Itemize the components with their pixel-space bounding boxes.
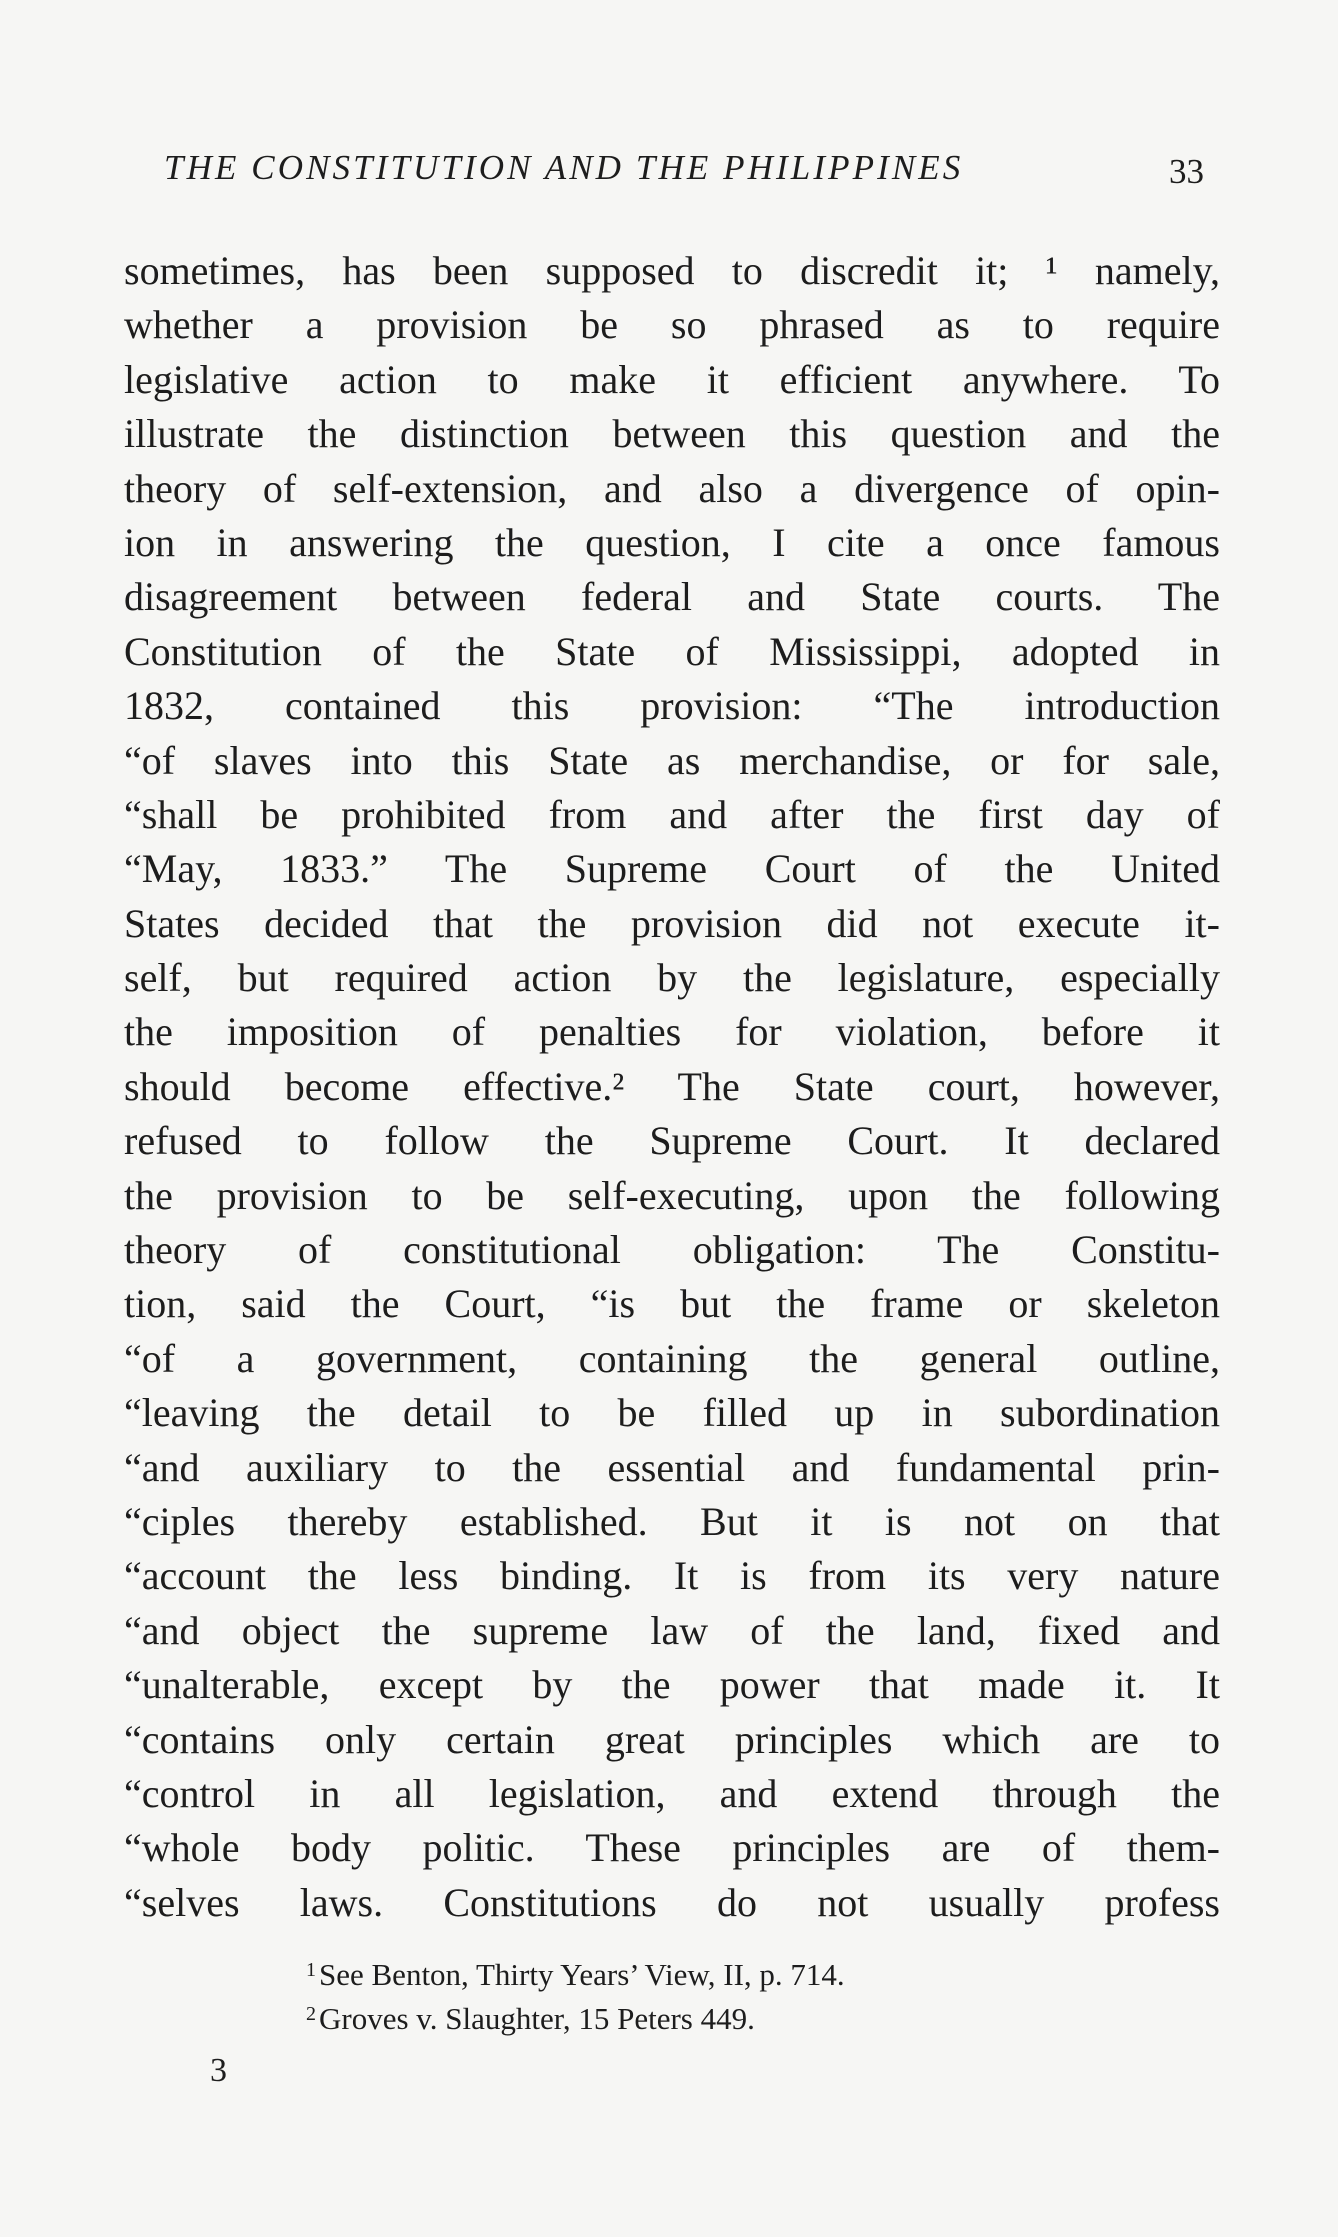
text-line: “of slaves into this State as merchandise, or for sale, bbox=[124, 737, 1220, 783]
text-line: should become effective.² The State court, however, bbox=[124, 1063, 1220, 1109]
text-line: “of a government, containing the general outline, bbox=[124, 1335, 1220, 1381]
text-line: theory of constitutional obligation: The Constitu- bbox=[124, 1227, 1220, 1273]
text-line: “control in all legislation, and extend through the bbox=[124, 1770, 1220, 1816]
footnote bbox=[306, 1992, 1106, 2036]
footnote-marker: 2 bbox=[306, 2003, 316, 2025]
text-line: 1832, contained this provision: “The introduction bbox=[124, 683, 1220, 729]
text-line: “ciples thereby established. But it is not on that bbox=[124, 1498, 1220, 1544]
signature-mark: 3 bbox=[210, 2052, 227, 2089]
running-title: THE CONSTITUTION AND THE PHILIPPINES bbox=[164, 148, 964, 187]
footnotes bbox=[306, 1948, 1106, 2036]
text-line: whether a provision be so phrased as to require bbox=[124, 302, 1220, 348]
text-line: “account the less binding. It is from its very nature bbox=[124, 1553, 1220, 1599]
running-head bbox=[164, 148, 1224, 198]
footnote-text: See Benton, Thirty Years’ View, II, p. 714. bbox=[319, 1957, 845, 1992]
text-line: “shall be prohibited from and after the first day of bbox=[124, 791, 1220, 837]
text-line: “unalterable, except by the power that made it. It bbox=[124, 1662, 1220, 1708]
body-text bbox=[124, 244, 1220, 1930]
text-line: “contains only certain great principles which are to bbox=[124, 1716, 1220, 1762]
footnote bbox=[306, 1948, 1106, 1992]
text-line: States decided that the provision did not execute it- bbox=[124, 900, 1220, 946]
text-line: disagreement between federal and State courts. The bbox=[124, 574, 1220, 620]
footnote-text: Groves v. Slaughter, 15 Peters 449. bbox=[319, 2001, 755, 2036]
text-line: theory of self-extension, and also a divergence of opin- bbox=[124, 465, 1220, 511]
text-line: “whole body politic. These principles are of them- bbox=[124, 1825, 1220, 1871]
text-line: Constitution of the State of Mississippi, adopted in bbox=[124, 628, 1220, 674]
text-line: tion, said the Court, “is but the frame or skeleton bbox=[124, 1281, 1220, 1327]
text-line: legislative action to make it efficient anywhere. To bbox=[124, 356, 1220, 402]
text-line: “leaving the detail to be filled up in subordination bbox=[124, 1390, 1220, 1436]
page-number: 33 bbox=[1169, 152, 1204, 191]
footnote-marker: 1 bbox=[306, 1959, 316, 1981]
text-line: “selves laws. Constitutions do not usually profess bbox=[124, 1879, 1220, 1925]
text-line: illustrate the distinction between this question and the bbox=[124, 411, 1220, 457]
text-line: refused to follow the Supreme Court. It declared bbox=[124, 1118, 1220, 1164]
text-line: the imposition of penalties for violation, before it bbox=[124, 1009, 1220, 1055]
text-line: the provision to be self-executing, upon the following bbox=[124, 1172, 1220, 1218]
text-line: “May, 1833.” The Supreme Court of the United bbox=[124, 846, 1220, 892]
text-line: “and object the supreme law of the land, fixed and bbox=[124, 1607, 1220, 1653]
text-line: ion in answering the question, I cite a once famous bbox=[124, 519, 1220, 565]
text-line: self, but required action by the legislature, especially bbox=[124, 955, 1220, 1001]
text-line: “and auxiliary to the essential and fundamental prin- bbox=[124, 1444, 1220, 1490]
text-line: sometimes, has been supposed to discredit it; ¹ namely, bbox=[124, 248, 1220, 293]
